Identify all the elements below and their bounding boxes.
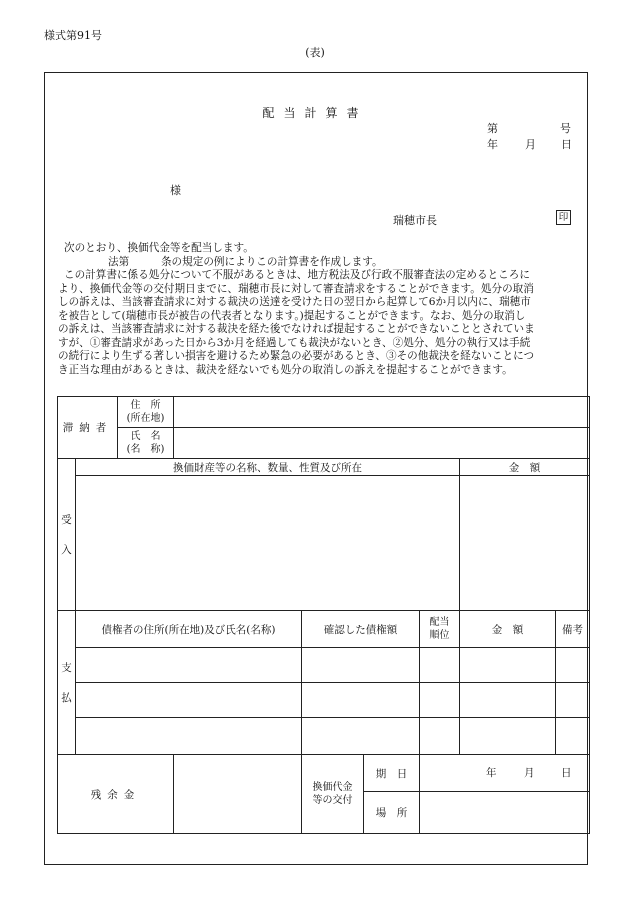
delivery-place-field[interactable] (420, 792, 590, 834)
body-line: この計算書に係る処分について不服があるときは、地方税法及び行政不服審査法の定めるところに (64, 269, 530, 281)
rank-header-line: 順位 (429, 630, 450, 641)
payment-label (58, 611, 76, 755)
balance-label: 残余金 (58, 755, 174, 834)
address-label (118, 397, 174, 428)
address-label-text: 住 所 (130, 400, 161, 411)
remarks-cell[interactable] (556, 718, 590, 755)
body-line: き正当な理由があるときは、裁決を経ないでも処分の取消しの訴えを提起することができます。 (58, 363, 513, 376)
body-line: を被告として(瑞穂市長が被告の代表者となります。)提起することができます。なお、処分の取消し (58, 309, 526, 322)
delivery-date-field[interactable] (420, 755, 590, 792)
address-sub-label: (所在地) (126, 413, 165, 424)
body-line: 法第 条の規定の例によりこの計算書を作成します。 (108, 255, 383, 268)
payment-label-char: 払 (61, 691, 72, 704)
remarks-header: 備考 (556, 611, 590, 648)
confirmed-claim-cell[interactable] (302, 718, 420, 755)
delinquent-taxpayer-label: 滞納者 (58, 397, 118, 459)
rank-cell[interactable] (420, 683, 460, 718)
address-field[interactable] (174, 397, 590, 428)
confirmed-claim-cell[interactable] (302, 683, 420, 718)
delivery-label (302, 755, 364, 834)
allocation-table (57, 396, 590, 834)
remarks-cell[interactable] (556, 648, 590, 683)
creditor-cell[interactable] (76, 718, 302, 755)
amount-header: 金 額 (460, 459, 590, 476)
confirmed-claim-cell[interactable] (302, 648, 420, 683)
creditor-cell[interactable] (76, 683, 302, 718)
receipt-label-char: 入 (61, 543, 72, 556)
remarks-cell[interactable] (556, 683, 590, 718)
number-prefix: 第 (487, 122, 498, 135)
date-year: 年 (487, 138, 498, 151)
creditor-cell[interactable] (76, 648, 302, 683)
name-label (118, 428, 174, 459)
date-label: 期 日 (364, 755, 420, 792)
rank-cell[interactable] (420, 718, 460, 755)
delivery-label-line: 等の交付 (312, 795, 353, 806)
delivery-day: 日 (561, 767, 572, 779)
document-title: 配当計算書 (262, 106, 368, 120)
side-label: (表) (305, 46, 325, 59)
balance-field[interactable] (174, 755, 302, 834)
body-line: すが、①審査請求があった日から3か月を経過しても裁決がないとき、②処分、処分の執行又は手続 (58, 336, 531, 349)
creditor-header: 債権者の住所(所在地)及び氏名(名称) (76, 611, 302, 648)
seal-mark: 印 (556, 210, 571, 225)
receipt-label-char: 受 (61, 513, 72, 526)
name-label-text: 氏 名 (130, 431, 161, 442)
delivery-label-line: 換価代金 (312, 782, 353, 793)
body-text (58, 242, 586, 377)
payment-amount-cell[interactable] (460, 648, 556, 683)
addressee-suffix: 様 (170, 184, 181, 197)
issuer-name: 瑞穂市長 (393, 214, 437, 227)
confirmed-claim-header: 確認した債権額 (302, 611, 420, 648)
date-month: 月 (525, 138, 536, 151)
body-line: 次のとおり、換価代金等を配当します。 (64, 242, 254, 254)
rank-cell[interactable] (420, 648, 460, 683)
property-header: 換価財産等の名称、数量、性質及び所在 (76, 459, 460, 476)
receipt-amount-field[interactable] (460, 476, 590, 611)
body-line: しの訴えは、当該審査請求に対する裁決の送達を受けた日の翌日から起算して6か月以内に、瑞穂市 (58, 296, 531, 308)
rank-header-line: 配当 (429, 617, 450, 628)
receipt-label (58, 459, 76, 611)
property-field[interactable] (76, 476, 460, 611)
payment-label-char: 支 (61, 661, 72, 674)
name-sub-label: (名 称) (126, 444, 165, 455)
rank-header (420, 611, 460, 648)
delivery-year: 年 (486, 767, 497, 779)
payment-amount-cell[interactable] (460, 683, 556, 718)
delivery-month: 月 (524, 767, 535, 779)
place-label: 場 所 (364, 792, 420, 834)
payment-amount-header: 金 額 (460, 611, 556, 648)
date-day: 日 (561, 138, 572, 151)
body-line: より、換価代金等の交付期日までに、瑞穂市長に対して審査請求をすることができます。処分の取消 (58, 282, 534, 295)
body-line: の続行により生ずる著しい損害を避けるため緊急の必要があるとき、③その他裁決を経ないことにつ (58, 350, 535, 362)
payment-amount-cell[interactable] (460, 718, 556, 755)
number-suffix: 号 (560, 122, 571, 135)
name-field[interactable] (174, 428, 590, 459)
form-number: 様式第91号 (44, 29, 102, 42)
body-line: の訴えは、当該審査請求に対する裁決を経た後でなければ提起することができないこととされていま (58, 323, 535, 335)
